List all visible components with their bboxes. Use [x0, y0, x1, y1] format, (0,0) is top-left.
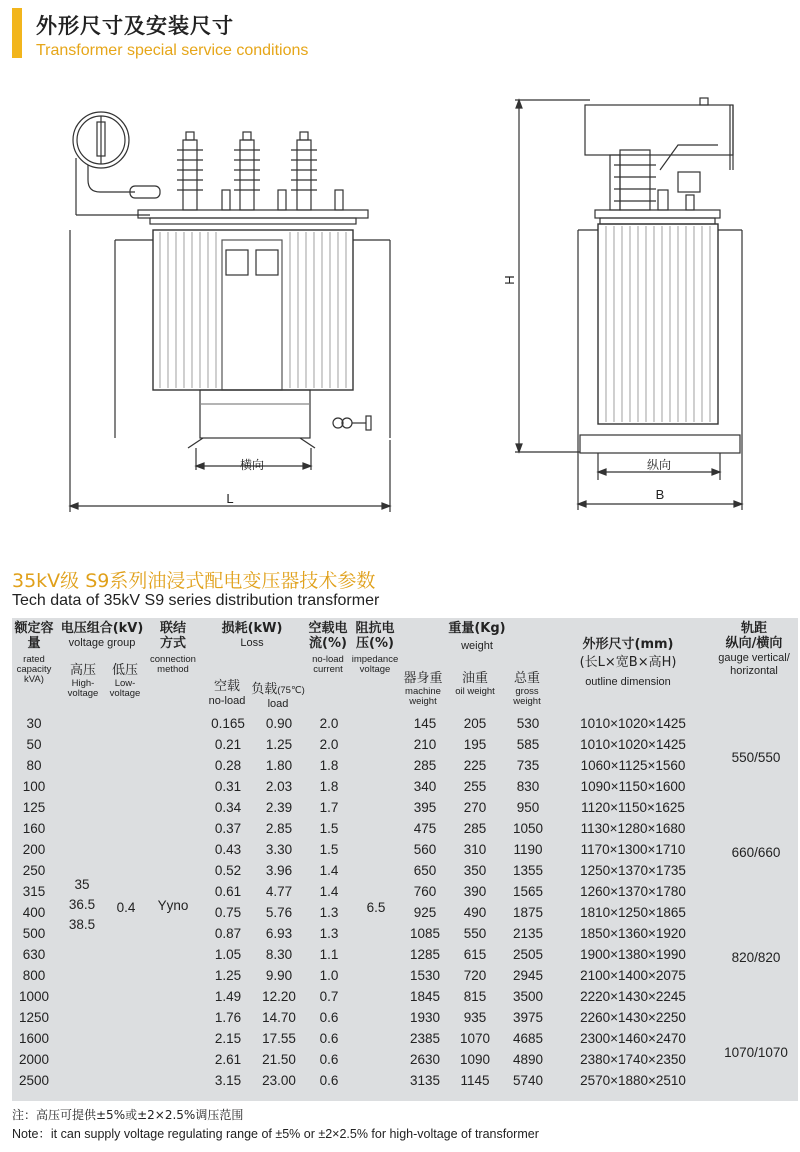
table-row: [12, 1008, 798, 1029]
cell-machine-weight: 560: [413, 842, 437, 857]
cell-outline-dimension: 2100×1400×2075: [580, 968, 686, 983]
cell-oil-weight: 720: [463, 968, 487, 983]
cell-machine-weight: 210: [413, 737, 437, 752]
cell-load-loss: 17.55: [262, 1031, 296, 1046]
cell-load-loss: 14.70: [262, 1010, 296, 1025]
cell-noload-loss: 1.49: [214, 989, 242, 1004]
cell-outline-dimension: 1900×1380×1990: [580, 947, 686, 962]
cell-noload-loss: 0.21: [214, 737, 242, 752]
cell-capacity: 400: [22, 905, 46, 920]
cell-gross-weight: 4685: [512, 1031, 544, 1046]
front-track-label: 横向: [239, 458, 265, 472]
impedance-value: 6.5: [366, 900, 386, 915]
table-row: [12, 714, 798, 735]
cell-load-loss: 0.90: [265, 716, 293, 731]
cell-load-loss: 2.39: [265, 800, 293, 815]
cell-gross-weight: 1050: [512, 821, 544, 836]
table-row: [12, 945, 798, 966]
table-row: [12, 1029, 798, 1050]
cell-oil-weight: 815: [463, 989, 487, 1004]
cell-capacity: 160: [22, 821, 46, 836]
cell-machine-weight: 1930: [409, 1010, 441, 1025]
cell-noload-current: 1.0: [319, 968, 339, 983]
cell-gross-weight: 2135: [512, 926, 544, 941]
table-row: [12, 924, 798, 945]
cell-machine-weight: 3135: [409, 1073, 441, 1088]
cell-noload-current: 1.5: [319, 842, 339, 857]
table-row: [12, 966, 798, 987]
cell-capacity: 1600: [18, 1031, 50, 1046]
cell-noload-loss: 2.15: [214, 1031, 242, 1046]
cell-machine-weight: 1530: [409, 968, 441, 983]
cell-machine-weight: 2630: [409, 1052, 441, 1067]
cell-oil-weight: 1090: [459, 1052, 491, 1067]
cell-load-loss: 12.20: [262, 989, 296, 1004]
cell-capacity: 200: [22, 842, 46, 857]
footnote-zh: 注：高压可提供±5%或±2×2.5%调压范围: [12, 1108, 244, 1122]
table-row: [12, 777, 798, 798]
cell-outline-dimension: 1810×1250×1865: [580, 905, 686, 920]
cell-outline-dimension: 1850×1360×1920: [580, 926, 686, 941]
cell-load-loss: 5.76: [265, 905, 293, 920]
cell-noload-current: 1.4: [319, 863, 339, 878]
table-row: [12, 819, 798, 840]
cell-outline-dimension: 1060×1125×1560: [580, 758, 686, 773]
cell-noload-current: 1.3: [319, 926, 339, 941]
table-row: [12, 987, 798, 1008]
side-height-label: H: [502, 275, 517, 285]
cell-gross-weight: 5740: [512, 1073, 544, 1088]
cell-capacity: 2000: [18, 1052, 50, 1067]
cell-load-loss: 2.85: [265, 821, 293, 836]
cell-machine-weight: 650: [413, 863, 437, 878]
cell-noload-loss: 1.76: [214, 1010, 242, 1025]
cell-outline-dimension: 1130×1280×1680: [580, 821, 686, 836]
cell-gross-weight: 735: [516, 758, 540, 773]
cell-oil-weight: 195: [463, 737, 487, 752]
cell-oil-weight: 1145: [460, 1073, 490, 1088]
cell-oil-weight: 255: [463, 779, 487, 794]
cell-outline-dimension: 2260×1430×2250: [580, 1010, 686, 1025]
cell-gross-weight: 585: [516, 737, 540, 752]
table-row: [12, 756, 798, 777]
cell-outline-dimension: 2380×1740×2350: [580, 1052, 686, 1067]
cell-gross-weight: 1190: [513, 842, 543, 857]
cell-capacity: 100: [22, 779, 46, 794]
cell-noload-loss: 0.37: [214, 821, 242, 836]
cell-load-loss: 1.25: [265, 737, 293, 752]
cell-machine-weight: 475: [413, 821, 437, 836]
header-capacity: 额定容量 rated capacity kVA): [14, 621, 54, 685]
header-impedance: 阻抗电压(%) impedance voltage: [351, 621, 399, 675]
header-machine-weight: 器身重 machine weight: [403, 671, 443, 707]
cell-capacity: 630: [22, 947, 46, 962]
table-row: [12, 861, 798, 882]
cell-outline-dimension: 2220×1430×2245: [580, 989, 686, 1004]
cell-machine-weight: 925: [413, 905, 437, 920]
cell-noload-current: 1.7: [319, 800, 339, 815]
cell-gross-weight: 950: [516, 800, 540, 815]
cell-oil-weight: 550: [463, 926, 487, 941]
cell-noload-current: 0.7: [319, 989, 339, 1004]
cell-noload-current: 1.8: [319, 779, 339, 794]
cell-outline-dimension: 1170×1300×1710: [580, 842, 686, 857]
cell-gross-weight: 1565: [512, 884, 544, 899]
cell-noload-loss: 1.05: [214, 947, 242, 962]
gauge-group-1: 550/550: [731, 750, 781, 765]
cell-outline-dimension: 2300×1460×2470: [580, 1031, 686, 1046]
cell-noload-loss: 1.25: [214, 968, 242, 983]
cell-oil-weight: 350: [463, 863, 487, 878]
cell-noload-loss: 0.31: [214, 779, 242, 794]
gauge-group-3: 820/820: [731, 950, 781, 965]
header-gauge: 轨距 纵向/横向 gauge vertical/ horizontal: [718, 621, 790, 677]
cell-machine-weight: 145: [413, 716, 437, 731]
cell-outline-dimension: 1120×1150×1625: [581, 800, 685, 815]
cell-oil-weight: 390: [463, 884, 487, 899]
connection-value: Yyno: [157, 898, 189, 913]
cell-machine-weight: 2385: [409, 1031, 441, 1046]
cell-capacity: 2500: [18, 1073, 50, 1088]
header-accent-bar: [12, 8, 22, 58]
cell-noload-current: 2.0: [319, 716, 339, 731]
cell-noload-loss: 0.75: [214, 905, 242, 920]
cell-load-loss: 6.93: [265, 926, 293, 941]
cell-gross-weight: 2505: [512, 947, 544, 962]
cell-outline-dimension: 1260×1370×1780: [580, 884, 686, 899]
cell-gross-weight: 530: [516, 716, 540, 731]
cell-noload-current: 1.3: [319, 905, 339, 920]
cell-oil-weight: 270: [463, 800, 487, 815]
cell-oil-weight: 225: [463, 758, 487, 773]
hv-values: 35 36.5 38.5: [68, 877, 96, 932]
cell-oil-weight: 615: [463, 947, 487, 962]
cell-gross-weight: 3975: [512, 1010, 544, 1025]
cell-load-loss: 8.30: [265, 947, 293, 962]
cell-load-loss: 3.30: [265, 842, 293, 857]
cell-capacity: 500: [22, 926, 46, 941]
cell-gross-weight: 4890: [512, 1052, 544, 1067]
cell-noload-loss: 0.52: [214, 863, 242, 878]
cell-capacity: 30: [26, 716, 42, 731]
cell-noload-loss: 0.43: [214, 842, 242, 857]
cell-noload-loss: 0.61: [214, 884, 242, 899]
header-loss: 损耗(kW) Loss: [221, 621, 283, 649]
cell-noload-loss: 0.165: [211, 716, 245, 731]
side-track-label: 纵向: [646, 458, 672, 472]
cell-noload-loss: 0.34: [214, 800, 242, 815]
table-row: [12, 1071, 798, 1092]
table-row: [12, 1050, 798, 1071]
cell-oil-weight: 205: [463, 716, 487, 731]
cell-noload-loss: 0.28: [214, 758, 242, 773]
cell-noload-current: 0.6: [319, 1052, 339, 1067]
cell-noload-loss: 3.15: [214, 1073, 242, 1088]
cell-machine-weight: 1085: [409, 926, 441, 941]
table-row: [12, 798, 798, 819]
cell-load-loss: 1.80: [265, 758, 293, 773]
cell-gross-weight: 2945: [512, 968, 544, 983]
cell-oil-weight: 935: [463, 1010, 487, 1025]
cell-machine-weight: 340: [413, 779, 437, 794]
table-title: 35kV级 S9系列油浸式配电变压器技术参数: [12, 570, 376, 592]
header-gross-weight: 总重 gross weight: [513, 671, 541, 707]
lv-value: 0.4: [116, 900, 136, 915]
cell-noload-current: 0.6: [319, 1073, 339, 1088]
cell-capacity: 1250: [18, 1010, 50, 1025]
cell-capacity: 80: [26, 758, 42, 773]
cell-machine-weight: 760: [413, 884, 437, 899]
header-outline-dimension: 外形尺寸(mm) (长L×宽B×高H) outline dimension: [579, 637, 677, 688]
cell-capacity: 50: [26, 737, 42, 752]
cell-machine-weight: 395: [413, 800, 437, 815]
cell-capacity: 250: [22, 863, 46, 878]
page-title: 外形尺寸及安装尺寸: [36, 14, 234, 38]
cell-oil-weight: 285: [463, 821, 487, 836]
cell-load-loss: 21.50: [262, 1052, 296, 1067]
cell-oil-weight: 1070: [459, 1031, 491, 1046]
cell-noload-current: 0.6: [319, 1031, 339, 1046]
header-lv: 低压 Low-voltage: [109, 663, 141, 699]
cell-oil-weight: 490: [463, 905, 487, 920]
cell-machine-weight: 1845: [409, 989, 441, 1004]
side-view-drawing: [515, 98, 742, 510]
header-connection: 联结方式 connection method: [150, 621, 196, 675]
cell-load-loss: 9.90: [265, 968, 293, 983]
header-hv: 高压 High-voltage: [67, 663, 99, 699]
cell-load-loss: 23.00: [262, 1073, 296, 1088]
cell-noload-loss: 0.87: [214, 926, 242, 941]
cell-outline-dimension: 1010×1020×1425: [580, 716, 686, 731]
side-width-label: B: [655, 487, 665, 502]
cell-load-loss: 3.96: [265, 863, 293, 878]
cell-noload-current: 1.1: [319, 947, 339, 962]
cell-capacity: 315: [22, 884, 46, 899]
front-view-drawing: [70, 112, 390, 512]
transformer-outline-drawings: [0, 80, 800, 520]
cell-outline-dimension: 1090×1150×1600: [580, 779, 686, 794]
cell-load-loss: 4.77: [265, 884, 293, 899]
cell-noload-current: 1.5: [319, 821, 339, 836]
cell-machine-weight: 1285: [409, 947, 441, 962]
cell-outline-dimension: 1250×1370×1735: [580, 863, 686, 878]
cell-outline-dimension: 2570×1880×2510: [580, 1073, 686, 1088]
page-subtitle: Transformer special service conditions: [36, 42, 309, 59]
cell-noload-current: 1.8: [319, 758, 339, 773]
spec-table: [12, 618, 798, 1101]
cell-noload-loss: 2.61: [214, 1052, 242, 1067]
cell-outline-dimension: 1010×1020×1425: [580, 737, 686, 752]
footnote-en: Note：it can supply voltage regulating range of ±5% or ±2×2.5% for high-voltage of transformer: [12, 1127, 539, 1141]
header-noload-loss: 空载 no-load: [208, 679, 246, 707]
header-oil-weight: 油重 oil weight: [455, 671, 495, 697]
gauge-group-2: 660/660: [731, 845, 781, 860]
front-length-label: L: [226, 491, 234, 506]
cell-capacity: 800: [22, 968, 46, 983]
cell-gross-weight: 1875: [512, 905, 544, 920]
cell-gross-weight: 830: [516, 779, 540, 794]
gauge-group-4: 1070/1070: [724, 1045, 788, 1060]
cell-gross-weight: 3500: [512, 989, 544, 1004]
table-subtitle: Tech data of 35kV S9 series distribution transformer: [12, 592, 380, 609]
cell-capacity: 125: [22, 800, 46, 815]
cell-noload-current: 2.0: [319, 737, 339, 752]
cell-machine-weight: 285: [413, 758, 437, 773]
cell-oil-weight: 310: [463, 842, 487, 857]
cell-load-loss: 2.03: [265, 779, 293, 794]
cell-capacity: 1000: [18, 989, 50, 1004]
table-row: [12, 840, 798, 861]
table-row: [12, 735, 798, 756]
cell-noload-current: 1.4: [319, 884, 339, 899]
cell-gross-weight: 1355: [512, 863, 544, 878]
header-load-loss: 负载(75℃) load: [251, 682, 305, 711]
header-weight: 重量(Kg) weight: [448, 621, 506, 652]
header-noload-current: 空载电流(%) no-load current: [308, 621, 348, 675]
header-voltage-group: 电压组合(kV) voltage group: [60, 621, 144, 649]
cell-noload-current: 0.6: [319, 1010, 339, 1025]
